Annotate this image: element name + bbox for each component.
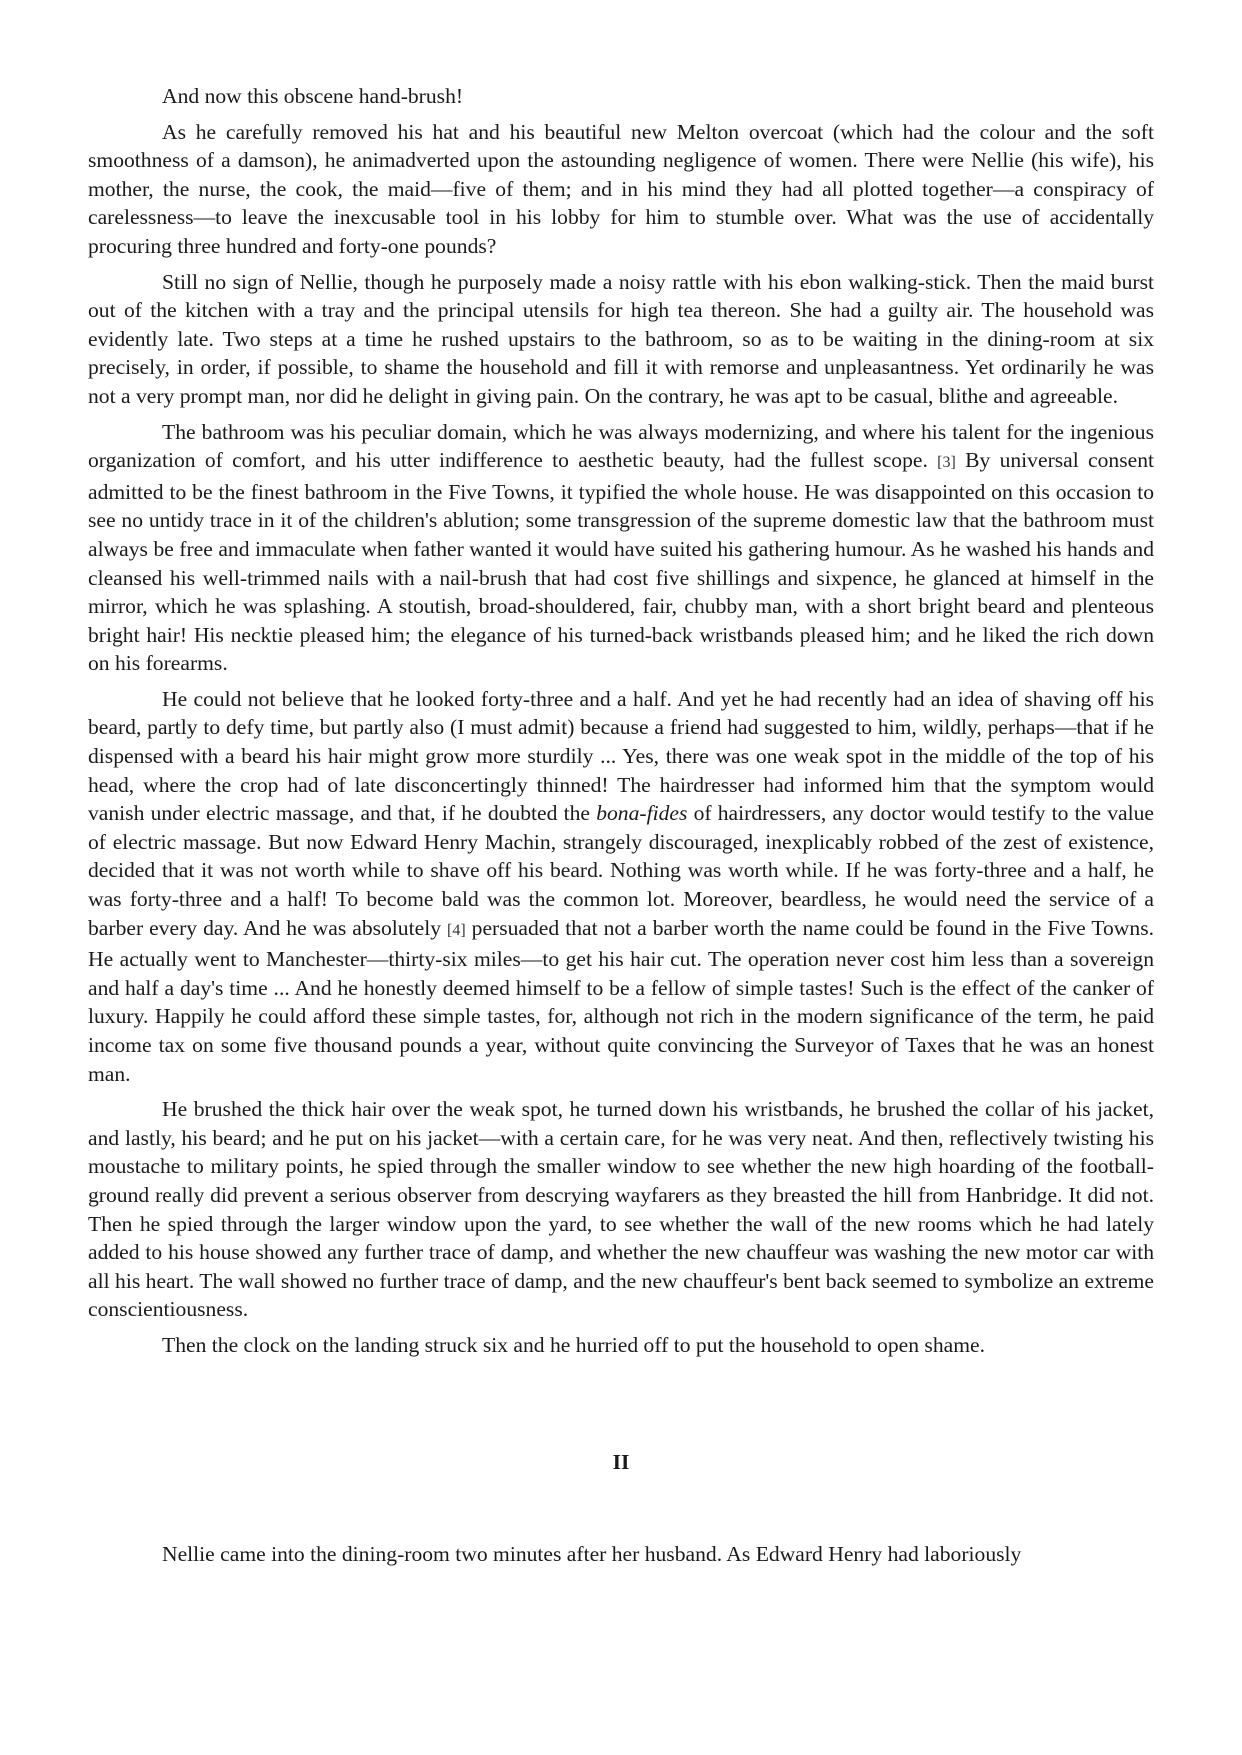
paragraph: [88, 418, 1154, 678]
paragraph: [88, 1331, 1154, 1360]
page-number-marker: [3]: [937, 454, 956, 472]
emphasis-text: bona-fides: [596, 801, 688, 826]
chapter-opening-text: [88, 1540, 1154, 1569]
paragraph: [88, 82, 1154, 111]
page-number-marker: [4]: [447, 921, 466, 939]
paragraph: [88, 118, 1154, 261]
paragraph-text: By universal consent admitted to be the finest bathroom in the Five Towns, it typified the whole house. He was disappointed on this occasion to see no untidy trace in it of the children's ablution; some transgression of the supreme domestic law that the bathroom must always be free and immaculate when father wanted it would have suited his gathering humour. As he washed his hands and cleansed his well-trimmed nails with a nail-brush that had cost five shillings and sixpence, he glanced at himself in the mirror, which he was splashing. A stoutish, broad-shouldered, fair, chubby man, with a short bright beard and plenteous bright hair! His necktie pleased him; the elegance of his turned-back wristbands pleased him; and he liked the rich down on his forearms.: [88, 448, 1154, 676]
paragraph-text: of hairdressers, any doctor would testify to the value of electric massage. But now Edward Henry Machin, strangely discouraged, inexplicably robbed of the zest of existence, decided that it was not worth while to shave off his beard. Nothing was worth while. If he was forty-three and a half, he was forty-three and a half! To become bald was the common lot. Moreover, beardless, he would need the service of a barber every day. And he was absolutely: [88, 801, 1154, 940]
body-text: [88, 82, 1154, 1360]
paragraph: [88, 1095, 1154, 1324]
paragraph-text: And now this obscene hand-brush!: [162, 84, 464, 108]
paragraph-text: He could not believe that he looked forty-three and a half. And yet he had recently had an idea of shaving off his beard, partly to defy time, but partly also (I must admit) because a friend had suggested to him, wildly, perhaps—that if he dispensed with a beard his hair might grow more sturdily ... Yes, there was one weak spot in the middle of the top of his head, where the crop had of late disconcertingly thinned! The hairdresser had informed him that the symptom would vanish under electric massage, and that, if he doubted the: [88, 686, 1154, 826]
paragraph: [88, 1540, 1154, 1569]
paragraph-text: As he carefully removed his hat and his beautiful new Melton overcoat (which had the colour and the soft smoothness of a damson), he animadverted upon the astounding negligence of women. There were Nellie (his wife), his mother, the nurse, the cook, the maid—five of them; and in his mind they had all plotted together—a conspiracy of carelessness—to leave the inexcusable tool in his lobby for him to stumble over. What was the use of accidentally procuring three hundred and forty-one pounds?: [88, 119, 1154, 258]
book-page: [88, 82, 1154, 1576]
paragraph-text: Then the clock on the landing struck six and he hurried off to put the household to open shame.: [162, 1332, 985, 1357]
paragraph-text: Still no sign of Nellie, though he purposely made a noisy rattle with his ebon walking-stick. Then the maid burst out of the kitchen with a tray and the principal utensils for high tea thereon. She had a guilty air. The household was evidently late. Two steps at a time he rushed upstairs to the bathroom, so as to be waiting in the dining-room at six precisely, in order, if possible, to shame the household and fill it with remorse and unpleasantness. Yet ordinarily he was not a very prompt man, nor did he delight in giving pain. On the contrary, he was apt to be casual, blithe and agreeable.: [88, 269, 1154, 408]
paragraph: [88, 685, 1154, 1088]
paragraph-text: Nellie came into the dining-room two minutes after her husband. As Edward Henry had laboriously: [162, 1542, 1022, 1567]
paragraph-text: He brushed the thick hair over the weak spot, he turned down his wristbands, he brushed the collar of his jacket, and lastly, his beard; and he put on his jacket—with a certain care, for he was very neat. And then, reflectively twisting his moustache to military points, he spied through the smaller window to see whether the new high hoarding of the football-ground really did prevent a serious observer from descrying wayfarers as they breasted the hill from Hanbridge. It did not. Then he spied through the larger window upon the yard, to see whether the wall of the new rooms which he had lately added to his house showed any further trace of damp, and whether the new chauffeur was washing the new motor car with all his heart. The wall showed no further trace of damp, and the new chauffeur's bent back seemed to symbolize an extreme conscientiousness.: [88, 1097, 1154, 1322]
chapter-heading: II: [612, 1449, 630, 1474]
paragraph-text: The bathroom was his peculiar domain, which he was always modernizing, and where his talent for the ingenious organization of comfort, and his utter indifference to aesthetic beauty, had the fullest scope.: [88, 419, 1154, 473]
paragraph-text: persuaded that not a barber worth the name could be found in the Five Towns. He actually went to Manchester—thirty-six miles—to get his hair cut. The operation never cost him less than a sovereign and half a day's time ... And he honestly deemed himself to be a fellow of simple tastes! Such is the effect of the canker of luxury. Happily he could afford these simple tastes, for, although not rich in the modern significance of the term, he paid income tax on some five thousand pounds a year, without quite convincing the Surveyor of Taxes that he was an honest man.: [88, 915, 1154, 1086]
paragraph: [88, 268, 1154, 411]
